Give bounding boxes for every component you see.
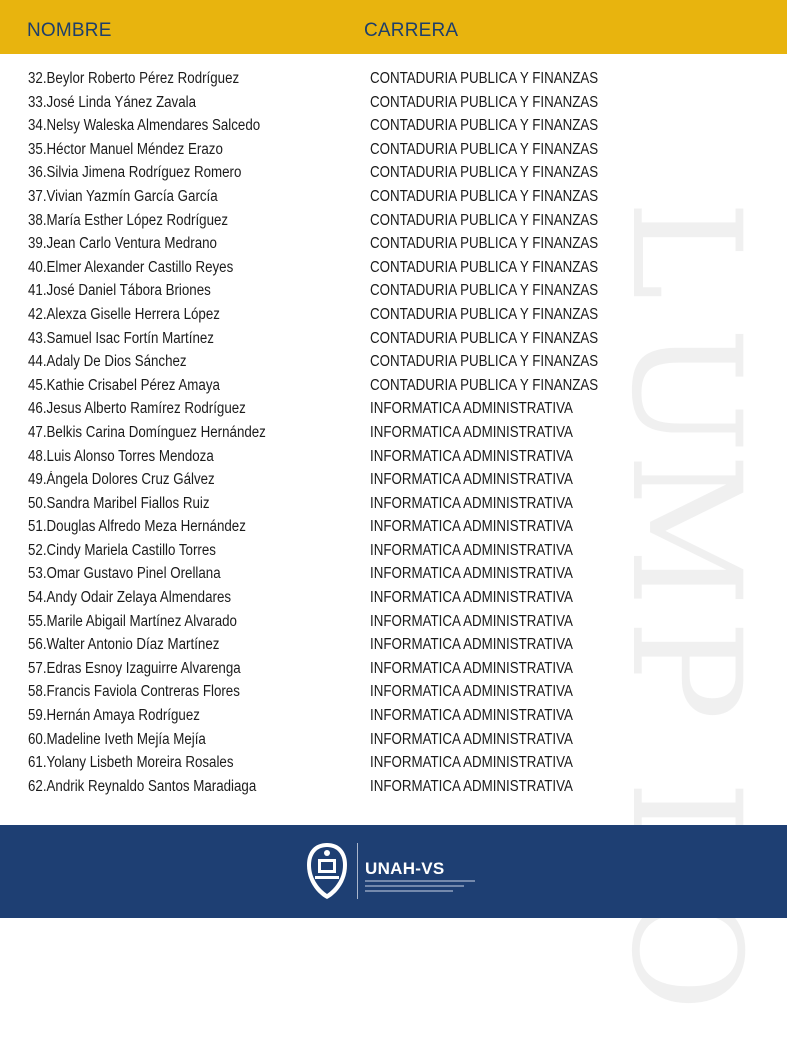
student-career: CONTADURIA PUBLICA Y FINANZAS	[370, 187, 599, 205]
student-career: CONTADURIA PUBLICA Y FINANZAS	[370, 93, 599, 111]
student-name: 51.Douglas Alfredo Meza Hernández	[28, 518, 246, 536]
column-header-career: CARRERA	[364, 20, 459, 41]
list-item	[0, 279, 787, 303]
watermark-letter: M	[598, 453, 772, 607]
brand-subtitle	[365, 880, 475, 892]
student-career: CONTADURIA PUBLICA Y FINANZAS	[370, 140, 599, 158]
student-name: 49.Ángela Dolores Cruz Gálvez	[28, 471, 215, 489]
list-item	[0, 562, 787, 586]
student-career: CONTADURIA PUBLICA Y FINANZAS	[370, 282, 599, 300]
list-item	[0, 303, 787, 327]
student-career: CONTADURIA PUBLICA Y FINANZAS	[370, 329, 599, 347]
student-career: INFORMATICA ADMINISTRATIVA	[370, 423, 573, 441]
student-name: 50.Sandra Maribel Fiallos Ruiz	[28, 494, 210, 512]
student-career: INFORMATICA ADMINISTRATIVA	[370, 518, 573, 536]
student-name: 52.Cindy Mariela Castillo Torres	[28, 541, 216, 559]
column-header-name: NOMBRE	[27, 20, 112, 41]
watermark-letter: O	[598, 888, 772, 1012]
student-career: INFORMATICA ADMINISTRATIVA	[370, 541, 573, 559]
student-name: 53.Omar Gustavo Pinel Orellana	[28, 565, 221, 583]
list-item	[0, 161, 787, 185]
student-name: 55.Marile Abigail Martínez Alvarado	[28, 612, 237, 630]
student-career: CONTADURIA PUBLICA Y FINANZAS	[370, 376, 599, 394]
student-career: INFORMATICA ADMINISTRATIVA	[370, 659, 573, 677]
student-career: CONTADURIA PUBLICA Y FINANZAS	[370, 235, 599, 253]
list-item	[0, 728, 787, 752]
list-item	[0, 515, 787, 539]
student-career: INFORMATICA ADMINISTRATIVA	[370, 494, 573, 512]
watermark-letter: L	[598, 200, 772, 300]
student-name: 43.Samuel Isac Fortín Martínez	[28, 329, 214, 347]
student-career: INFORMATICA ADMINISTRATIVA	[370, 589, 573, 607]
footer	[0, 825, 787, 918]
list-item	[0, 232, 787, 256]
list-item	[0, 138, 787, 162]
student-name: 46.Jesus Alberto Ramírez Rodríguez	[28, 400, 246, 418]
list-item	[0, 775, 787, 799]
list-item	[0, 680, 787, 704]
student-name: 39.Jean Carlo Ventura Medrano	[28, 235, 217, 253]
list-item	[0, 657, 787, 681]
list-item	[0, 492, 787, 516]
student-name: 37.Vivian Yazmín García García	[28, 187, 218, 205]
student-career: CONTADURIA PUBLICA Y FINANZAS	[370, 164, 599, 182]
list-item	[0, 610, 787, 634]
student-career: CONTADURIA PUBLICA Y FINANZAS	[370, 258, 599, 276]
list-item	[0, 704, 787, 728]
student-name: 42.Alexza Giselle Herrera López	[28, 305, 220, 323]
list-item	[0, 421, 787, 445]
student-name: 61.Yolany Lisbeth Moreira Rosales	[28, 754, 234, 772]
list-item	[0, 114, 787, 138]
student-career: INFORMATICA ADMINISTRATIVA	[370, 612, 573, 630]
footer-divider	[357, 843, 358, 899]
student-name: 56.Walter Antonio Díaz Martínez	[28, 636, 220, 654]
student-career: INFORMATICA ADMINISTRATIVA	[370, 730, 573, 748]
list-item	[0, 633, 787, 657]
watermark-letter: I	[598, 780, 772, 840]
list-item	[0, 91, 787, 115]
list-item	[0, 468, 787, 492]
table-header	[0, 0, 787, 54]
student-career: INFORMATICA ADMINISTRATIVA	[370, 636, 573, 654]
student-career: INFORMATICA ADMINISTRATIVA	[370, 471, 573, 489]
student-name: 60.Madeline Iveth Mejía Mejía	[28, 730, 206, 748]
student-career: INFORMATICA ADMINISTRATIVA	[370, 565, 573, 583]
student-name: 54.Andy Odair Zelaya Almendares	[28, 589, 232, 607]
student-career: CONTADURIA PUBLICA Y FINANZAS	[370, 117, 599, 135]
list-item	[0, 374, 787, 398]
student-name: 45.Kathie Crisabel Pérez Amaya	[28, 376, 220, 394]
university-seal-icon	[305, 841, 349, 901]
student-name: 59.Hernán Amaya Rodríguez	[28, 707, 200, 725]
student-name: 48.Luis Alonso Torres Mendoza	[28, 447, 214, 465]
student-name: 40.Elmer Alexander Castillo Reyes	[28, 258, 234, 276]
watermark-letter: U	[598, 326, 772, 454]
student-name: 36.Silvia Jimena Rodríguez Romero	[28, 164, 242, 182]
student-name: 62.Andrik Reynaldo Santos Maradiaga	[28, 777, 257, 795]
student-career: CONTADURIA PUBLICA Y FINANZAS	[370, 305, 599, 323]
list-item	[0, 397, 787, 421]
student-name: 41.José Daniel Tábora Briones	[28, 282, 211, 300]
student-name: 57.Edras Esnoy Izaguirre Alvarenga	[28, 659, 241, 677]
student-career: INFORMATICA ADMINISTRATIVA	[370, 707, 573, 725]
student-name: 44.Adaly De Dios Sánchez	[28, 353, 187, 371]
list-item	[0, 586, 787, 610]
student-list	[0, 67, 787, 798]
student-career: INFORMATICA ADMINISTRATIVA	[370, 754, 573, 772]
student-name: 32.Beylor Roberto Pérez Rodríguez	[28, 70, 240, 87]
brand-name: UNAH-VS	[365, 859, 445, 878]
student-career: CONTADURIA PUBLICA Y FINANZAS	[370, 70, 599, 87]
list-item	[0, 209, 787, 233]
student-name: 38.María Esther López Rodríguez	[28, 211, 229, 229]
list-item	[0, 350, 787, 374]
list-item	[0, 67, 787, 91]
student-career: INFORMATICA ADMINISTRATIVA	[370, 777, 573, 795]
student-name: 33.José Linda Yánez Zavala	[28, 93, 196, 111]
list-item	[0, 256, 787, 280]
student-career: INFORMATICA ADMINISTRATIVA	[370, 400, 573, 418]
watermark-letter: P	[598, 619, 772, 721]
list-item	[0, 539, 787, 563]
list-item	[0, 751, 787, 775]
student-name: 35.Héctor Manuel Méndez Erazo	[28, 140, 223, 158]
student-name: 34.Nelsy Waleska Almendares Salcedo	[28, 117, 261, 135]
student-career: INFORMATICA ADMINISTRATIVA	[370, 683, 573, 701]
student-career: INFORMATICA ADMINISTRATIVA	[370, 447, 573, 465]
list-item	[0, 185, 787, 209]
list-item	[0, 327, 787, 351]
student-name: 58.Francis Faviola Contreras Flores	[28, 683, 240, 701]
list-item	[0, 445, 787, 469]
student-career: CONTADURIA PUBLICA Y FINANZAS	[370, 353, 599, 371]
student-career: CONTADURIA PUBLICA Y FINANZAS	[370, 211, 599, 229]
student-name: 47.Belkis Carina Domínguez Hernández	[28, 423, 266, 441]
